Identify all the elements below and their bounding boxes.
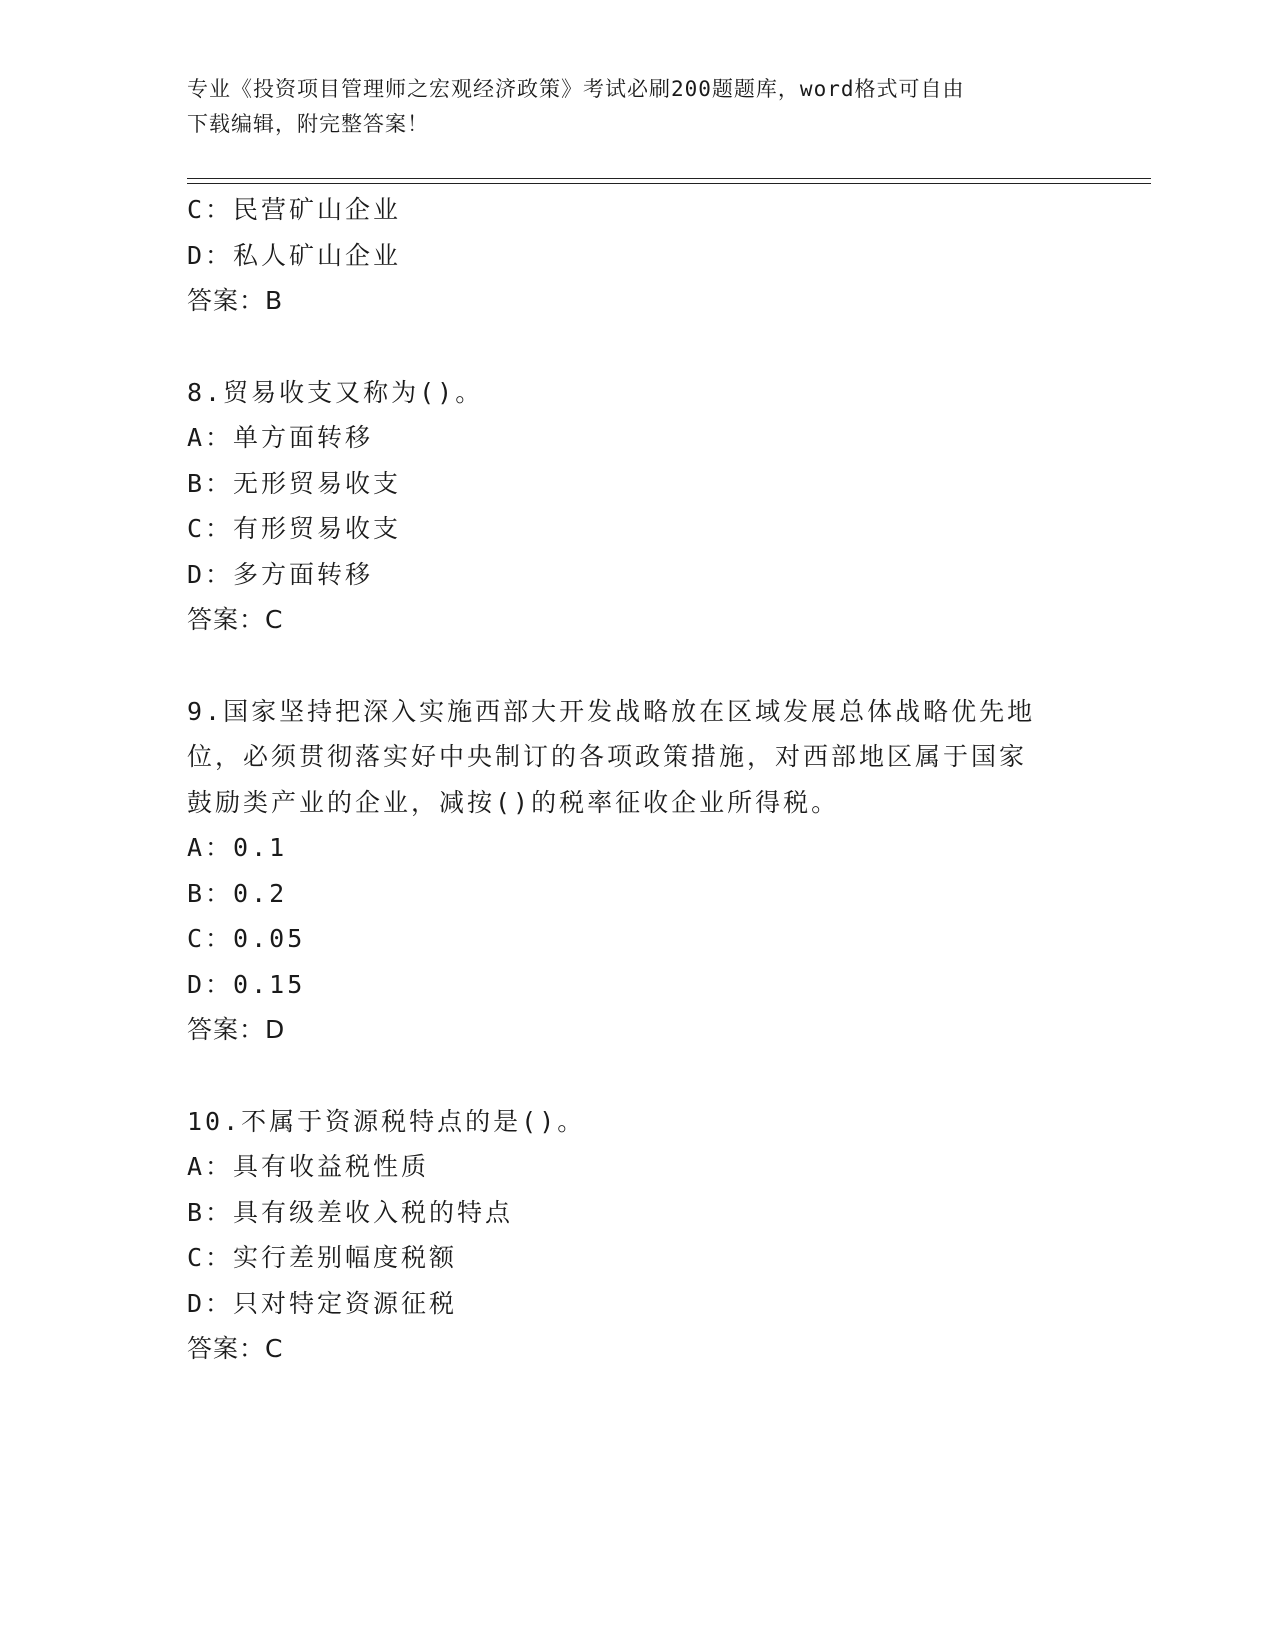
option-c: C：0.05 (187, 924, 306, 953)
question-stem: 8.贸易收支又称为()。 (187, 377, 484, 407)
option-c: C：民营矿山企业 (187, 195, 402, 224)
option-d: D：只对特定资源征税 (187, 1288, 458, 1318)
option-b: B：无形贸易收支 (187, 468, 402, 498)
option-b: B：0.2 (187, 878, 288, 908)
answer: 答案：D (187, 1015, 286, 1044)
question-stem-line-3: 鼓励类产业的企业，减按()的税率征收企业所得税。 (187, 787, 840, 817)
spacer (187, 643, 1067, 689)
question-9 (187, 689, 1067, 1054)
option-d: D：私人矿山企业 (187, 240, 402, 270)
document-header (187, 72, 1067, 142)
answer: 答案：B (187, 286, 284, 315)
option-a: A：具有收益税性质 (187, 1152, 430, 1181)
option-c: C：有形贸易收支 (187, 514, 402, 543)
question-7-tail (187, 187, 1067, 324)
question-stem-line-2: 位，必须贯彻落实好中央制订的各项政策措施，对西部地区属于国家 (187, 742, 1028, 771)
spacer (187, 324, 1067, 370)
option-d: D：多方面转移 (187, 559, 374, 589)
option-b: B：具有级差收入税的特点 (187, 1197, 514, 1227)
question-8 (187, 370, 1067, 644)
option-a: A：单方面转移 (187, 423, 374, 452)
option-a: A：0.1 (187, 833, 288, 862)
header-line-2: 下载编辑，附完整答案！ (187, 112, 429, 136)
document-body (187, 187, 1067, 1372)
answer: 答案：C (187, 605, 284, 634)
option-c: C：实行差别幅度税额 (187, 1243, 458, 1272)
question-10 (187, 1099, 1067, 1373)
answer: 答案：C (187, 1334, 284, 1363)
option-d: D：0.15 (187, 969, 306, 999)
question-stem: 10.不属于资源税特点的是()。 (187, 1106, 586, 1136)
header-line-1: 专业《投资项目管理师之宏观经济政策》考试必刷200题题库，word格式可自由 (187, 77, 965, 101)
header-double-rule (187, 178, 1151, 184)
spacer (187, 1053, 1067, 1099)
question-stem-line-1: 9.国家坚持把深入实施西部大开发战略放在区域发展总体战略优先地 (187, 696, 1036, 726)
